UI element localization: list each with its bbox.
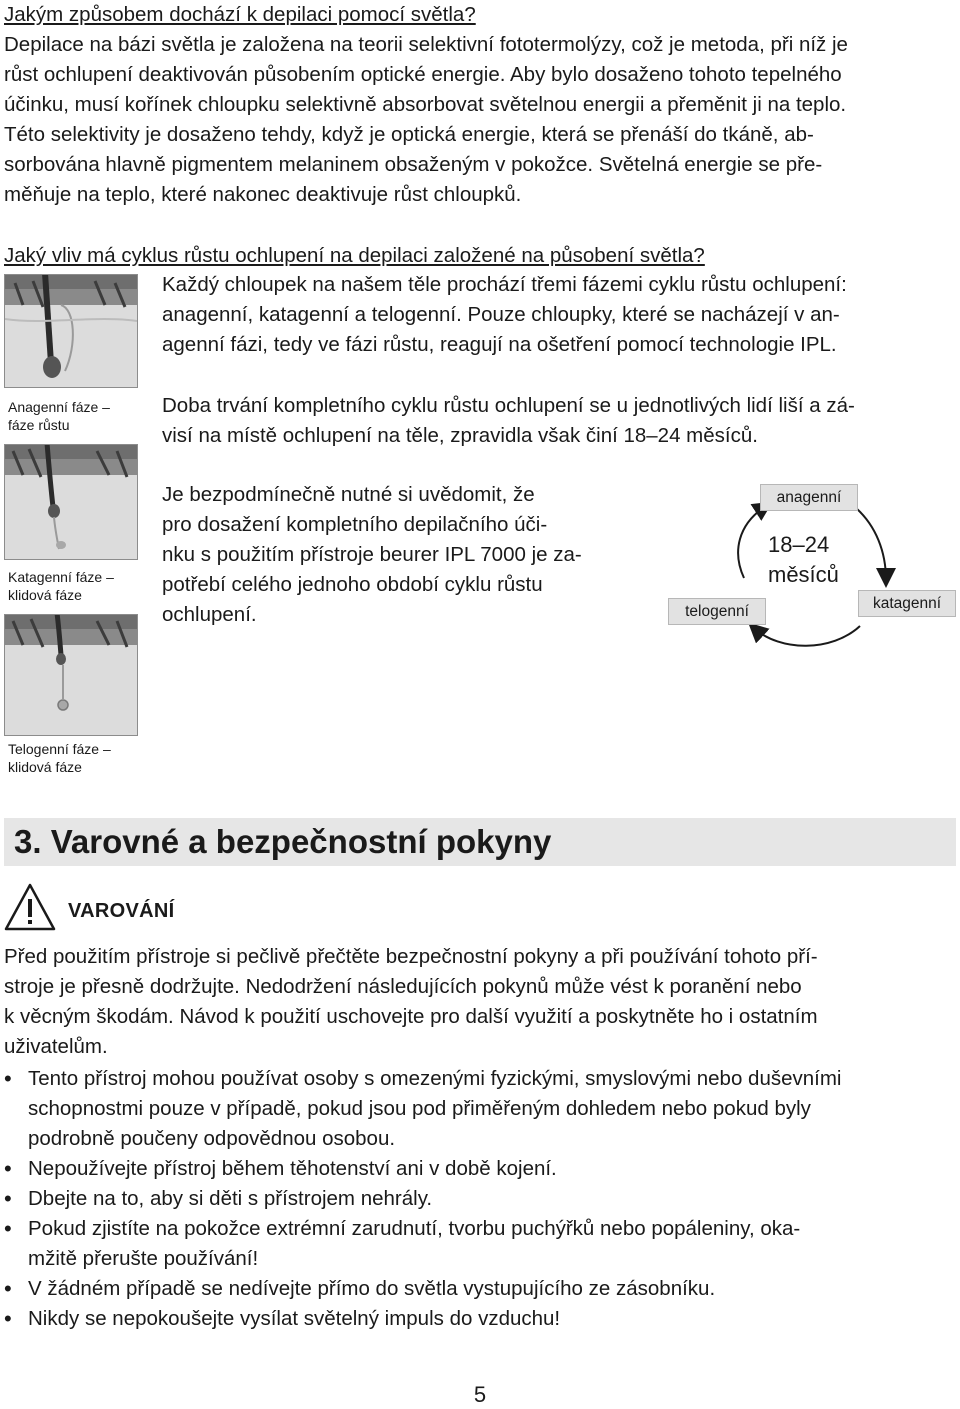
paragraph-safety-intro xyxy=(4,942,960,1062)
hair-cycle-diagram xyxy=(664,478,960,654)
caption-telogen xyxy=(8,740,111,776)
text-line: uživatelům. xyxy=(4,1035,108,1058)
caption-line: klidová fáze xyxy=(8,759,82,775)
question-light-depilation: Jakým způsobem dochází k depilaci pomocí světla? xyxy=(4,3,476,26)
text-line: schopnostmi pouze v případě, pokud jsou pod přiměřeným dohledem nebo pokud byly xyxy=(28,1097,811,1120)
cycle-duration xyxy=(768,530,839,590)
text-line: potřebí celého jednoho období cyklu růstu xyxy=(162,573,543,596)
caption-catagen xyxy=(8,568,114,604)
caption-line: fáze růstu xyxy=(8,417,70,433)
warning-triangle-icon xyxy=(4,882,56,932)
caption-line: Telogenní fáze – xyxy=(8,741,111,757)
arrow-telogen-to-anagen xyxy=(738,506,766,578)
list-item xyxy=(4,1184,960,1214)
anagen-phase-illustration xyxy=(4,274,138,388)
cycle-label-telogen: telogenní xyxy=(668,598,766,625)
text-line: Této selektivity je dosaženo tehdy, když je optická energie, která se přenáší do tkáně, ab- xyxy=(4,123,814,146)
catagen-phase-illustration xyxy=(4,444,138,560)
text-line: • Nikdy se nepokoušejte vysílat světelný impuls do vzduchu! xyxy=(28,1307,561,1330)
text-line: sorbována hlavně pigmentem melaninem obsaženým v pokožce. Světelná energie se pře- xyxy=(4,153,823,176)
text-line: Doba trvání kompletního cyklu růstu ochlupení se u jednotlivých lidí liší a zá- xyxy=(162,394,855,417)
question-hair-cycle: Jaký vliv má cyklus růstu ochlupení na depilaci založené na působení světla? xyxy=(4,244,705,267)
text-line: • Nepoužívejte přístroj během těhotenství ani v době kojení. xyxy=(28,1157,557,1180)
cycle-duration-unit: měsíců xyxy=(768,562,839,587)
paragraph-photothermolysis xyxy=(4,30,958,210)
list-item xyxy=(4,1064,960,1154)
text-line: • Tento přístroj mohou používat osoby s omezenými fyzickými, smyslovými nebo duševními xyxy=(28,1067,842,1090)
text-line: • V žádném případě se nedívejte přímo do světla vystupujícího ze zásobníku. xyxy=(28,1277,716,1300)
text-line: Před použitím přístroje si pečlivě přečtěte bezpečnostní pokyny a při používání tohoto pří- xyxy=(4,945,818,968)
text-line: podrobně poučeny odpovědnou osobou. xyxy=(28,1127,396,1150)
text-line: agenní fázi, tedy ve fázi růstu, reagují na ošetření pomocí technologie IPL. xyxy=(162,333,837,356)
telogen-phase-illustration xyxy=(4,614,138,736)
list-item xyxy=(4,1274,960,1304)
paragraph-full-cycle-needed xyxy=(162,480,648,630)
paragraph-cycle-duration xyxy=(162,391,958,451)
section-title: 3. Varovné a bezpečnostní pokyny xyxy=(14,823,552,860)
paragraph-growth-phases xyxy=(162,270,958,360)
text-line: mžitě přerušte používání! xyxy=(28,1247,259,1270)
text-line: visí na místě ochlupení na těle, zpravidla však činí 18–24 měsíců. xyxy=(162,424,758,447)
text-line: účinku, musí kořínek chloupku selektivně absorbovat světelnou energii a přeměnit ji na teplo. xyxy=(4,93,847,116)
cycle-label-catagen: katagenní xyxy=(858,590,956,617)
list-item xyxy=(4,1304,960,1334)
text-line: stroje je přesně dodržujte. Nedodržení následujících pokynů může vést k poranění nebo xyxy=(4,975,802,998)
text-line: Každý chloupek na našem těle prochází třemi fázemi cyklu růstu ochlupení: xyxy=(162,273,847,296)
text-line: Je bezpodmínečně nutné si uvědomit, že xyxy=(162,483,535,506)
safety-bullet-list xyxy=(4,1064,960,1334)
cycle-label-anagen: anagenní xyxy=(760,484,858,511)
text-line: nku s použitím přístroje beurer IPL 7000 je za- xyxy=(162,543,582,566)
caption-anagen xyxy=(8,398,110,434)
warning-label: VAROVÁNÍ xyxy=(68,900,175,922)
text-line: Depilace na bázi světla je založena na teorii selektivní fototermolýzy, což je metoda, při níž je xyxy=(4,33,848,56)
text-line: • Pokud zjistíte na pokožce extrémní zarudnutí, tvorbu puchýřků nebo popáleniny, oka- xyxy=(28,1217,801,1240)
text-line: růst ochlupení deaktivován působením optické energie. Aby bylo dosaženo tohoto tepelného xyxy=(4,63,842,86)
text-line: pro dosažení kompletního depilačního úči- xyxy=(162,513,548,536)
caption-line: Anagenní fáze – xyxy=(8,399,110,415)
section-header-bar xyxy=(4,818,956,866)
text-line: k věcným škodám. Návod k použití uschovejte pro další využití a poskytněte ho i ostatním xyxy=(4,1005,818,1028)
text-line: měňuje na teplo, které nakonec deaktivuje růst chloupků. xyxy=(4,183,522,206)
cycle-duration-value: 18–24 xyxy=(768,532,830,557)
caption-line: klidová fáze xyxy=(8,587,82,603)
list-item xyxy=(4,1154,960,1184)
text-line: anagenní, katagenní a telogenní. Pouze chloupky, které se nacházejí v an- xyxy=(162,303,840,326)
caption-line: Katagenní fáze – xyxy=(8,569,114,585)
page-number: 5 xyxy=(473,1382,487,1407)
list-item xyxy=(4,1214,960,1274)
arrow-catagen-to-telogen xyxy=(754,626,860,646)
text-line: ochlupení. xyxy=(162,603,257,626)
arrow-anagen-to-catagen xyxy=(856,508,886,580)
text-line: • Dbejte na to, aby si děti s přístrojem nehrály. xyxy=(28,1187,433,1210)
